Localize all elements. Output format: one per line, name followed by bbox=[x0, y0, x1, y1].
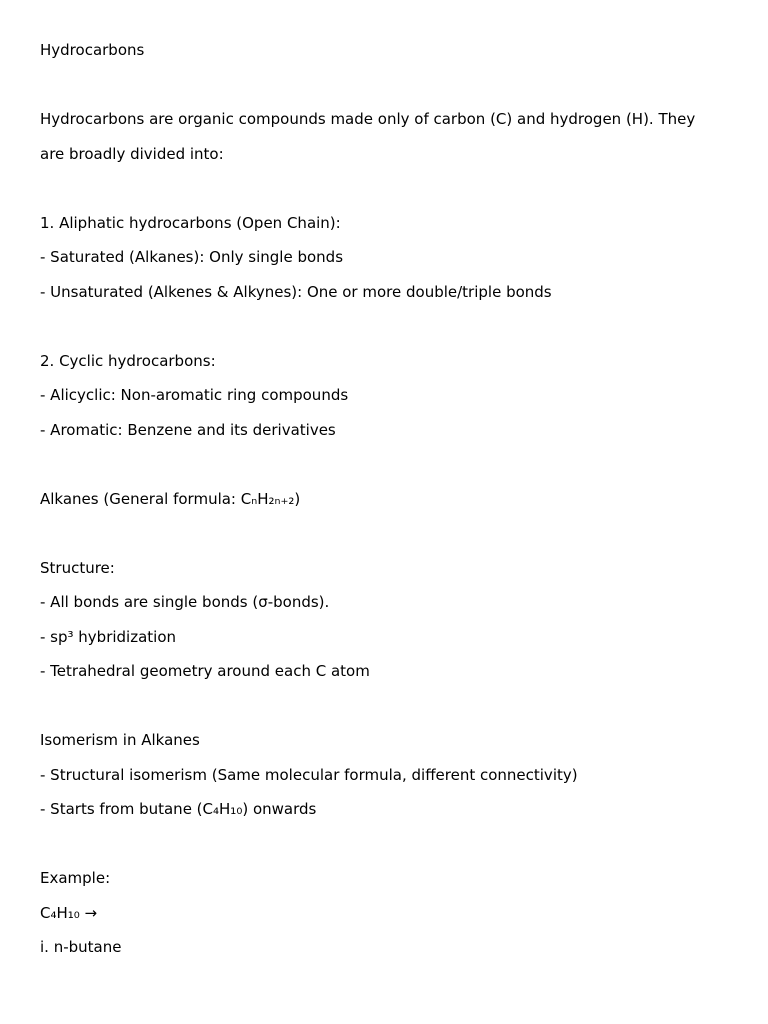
cyclic-item: - Aromatic: Benzene and its derivatives bbox=[40, 420, 336, 439]
structure-item: - sp³ hybridization bbox=[40, 627, 177, 646]
structure-item: - All bonds are single bonds (σ-bonds). bbox=[40, 593, 330, 611]
document-page bbox=[40, 36, 740, 968]
alkanes-heading: Alkanes (General formula: CₙH₂ₙ₊₂) bbox=[40, 489, 301, 508]
aliphatic-heading: 1. Aliphatic hydrocarbons (Open Chain): bbox=[40, 213, 341, 232]
example-formula: C₄H₁₀ → bbox=[40, 903, 98, 922]
cyclic-heading: 2. Cyclic hydrocarbons: bbox=[40, 351, 216, 370]
blank-line bbox=[40, 71, 740, 106]
document-title: Hydrocarbons bbox=[40, 41, 145, 59]
structure-heading: Structure: bbox=[40, 558, 115, 577]
blank-line bbox=[40, 692, 740, 727]
blank-line bbox=[40, 312, 740, 347]
blank-line bbox=[40, 174, 740, 209]
blank-line bbox=[40, 519, 740, 554]
aliphatic-item: - Saturated (Alkanes): Only single bonds bbox=[40, 248, 344, 266]
example-heading: Example: bbox=[40, 869, 111, 887]
isomerism-item: - Starts from butane (C₄H₁₀) onwards bbox=[40, 800, 317, 818]
blank-line bbox=[40, 830, 740, 865]
structure-item: - Tetrahedral geometry around each C atom bbox=[40, 662, 370, 680]
intro-line-1: Hydrocarbons are organic compounds made only of carbon (C) and hydrogen (H). They bbox=[40, 110, 696, 128]
isomerism-heading: Isomerism in Alkanes bbox=[40, 731, 200, 749]
isomerism-item: - Structural isomerism (Same molecular formula, different connectivity) bbox=[40, 765, 578, 784]
intro-line-2: are broadly divided into: bbox=[40, 144, 224, 163]
aliphatic-item: - Unsaturated (Alkenes & Alkynes): One or more double/triple bonds bbox=[40, 282, 552, 301]
blank-line bbox=[40, 450, 740, 485]
cyclic-item: - Alicyclic: Non-aromatic ring compounds bbox=[40, 386, 349, 404]
example-item: i. n-butane bbox=[40, 938, 122, 956]
